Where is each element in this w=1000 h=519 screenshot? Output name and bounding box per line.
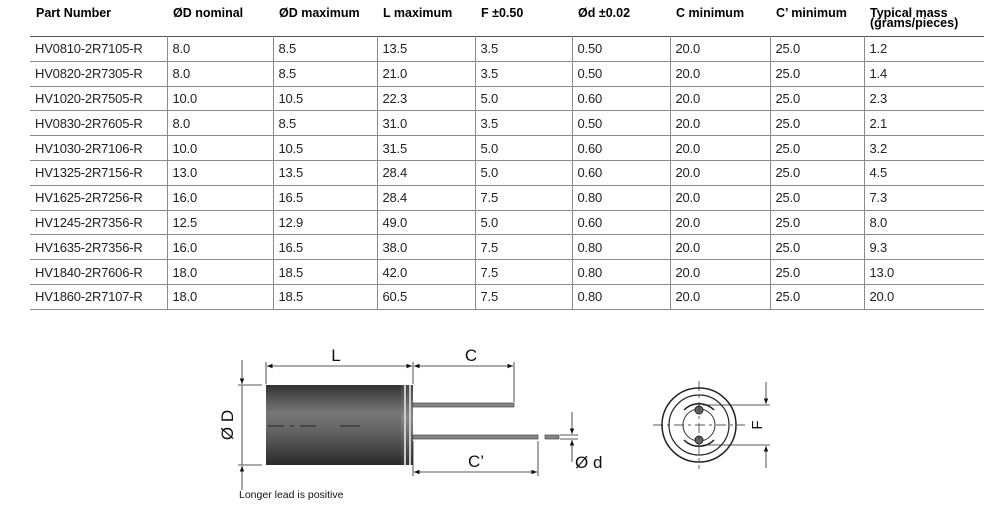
table-cell: 0.80 bbox=[572, 284, 670, 309]
table-cell: 22.3 bbox=[377, 86, 475, 111]
table-cell: HV0810-2R7105-R bbox=[30, 37, 167, 62]
table-cell: HV1020-2R7505-R bbox=[30, 86, 167, 111]
table-cell: 25.0 bbox=[770, 136, 864, 161]
table-cell: 20.0 bbox=[670, 61, 770, 86]
table-cell: 16.5 bbox=[273, 185, 377, 210]
table-cell: 20.0 bbox=[670, 210, 770, 235]
table-cell: 25.0 bbox=[770, 284, 864, 309]
table-cell: 42.0 bbox=[377, 260, 475, 285]
table-cell: 0.50 bbox=[572, 61, 670, 86]
table-cell: HV1625-2R7256-R bbox=[30, 185, 167, 210]
table-cell: 1.4 bbox=[864, 61, 984, 86]
table-cell: 8.0 bbox=[864, 210, 984, 235]
table-cell: 20.0 bbox=[670, 260, 770, 285]
table-cell: 20.0 bbox=[670, 284, 770, 309]
table-cell: HV0830-2R7605-R bbox=[30, 111, 167, 136]
column-header-label: Part Number bbox=[36, 6, 112, 20]
table-cell: 16.0 bbox=[167, 235, 273, 260]
diagram-caption: Longer lead is positive bbox=[239, 489, 344, 501]
column-header-sublabel: (grams/pieces) bbox=[870, 16, 959, 30]
table-cell: 18.0 bbox=[167, 260, 273, 285]
table-cell: 0.80 bbox=[572, 185, 670, 210]
table-cell: 13.5 bbox=[377, 37, 475, 62]
column-header-label: ØD maximum bbox=[279, 6, 360, 20]
label-D: Ø D bbox=[218, 409, 237, 441]
table-cell: 21.0 bbox=[377, 61, 475, 86]
table-cell: 7.5 bbox=[475, 260, 572, 285]
table-cell: 10.5 bbox=[273, 136, 377, 161]
table-cell: 20.0 bbox=[670, 37, 770, 62]
table-cell: 20.0 bbox=[670, 136, 770, 161]
table-cell: 18.5 bbox=[273, 260, 377, 285]
table-cell: 0.80 bbox=[572, 260, 670, 285]
table-cell: 0.50 bbox=[572, 37, 670, 62]
table-cell: 7.3 bbox=[864, 185, 984, 210]
table-cell: 49.0 bbox=[377, 210, 475, 235]
table-cell: 13.5 bbox=[273, 160, 377, 185]
table-cell: 25.0 bbox=[770, 160, 864, 185]
table-cell: 5.0 bbox=[475, 136, 572, 161]
table-cell: 31.5 bbox=[377, 136, 475, 161]
label-F: F bbox=[749, 420, 766, 430]
table-cell: 3.5 bbox=[475, 61, 572, 86]
table-cell: 20.0 bbox=[670, 235, 770, 260]
label-d: Ø d bbox=[575, 453, 603, 472]
table-cell: 3.2 bbox=[864, 136, 984, 161]
table-cell: 3.5 bbox=[475, 37, 572, 62]
table-cell: 1.2 bbox=[864, 37, 984, 62]
table-cell: 0.80 bbox=[572, 235, 670, 260]
table-cell: 8.0 bbox=[167, 61, 273, 86]
table-cell: 5.0 bbox=[475, 86, 572, 111]
table-cell: 7.5 bbox=[475, 235, 572, 260]
table-cell: 3.5 bbox=[475, 111, 572, 136]
table-cell: 5.0 bbox=[475, 210, 572, 235]
table-cell: 0.60 bbox=[572, 86, 670, 111]
table-cell: 7.5 bbox=[475, 185, 572, 210]
table-cell: HV1860-2R7107-R bbox=[30, 284, 167, 309]
table-cell: 25.0 bbox=[770, 235, 864, 260]
table-cell: 28.4 bbox=[377, 185, 475, 210]
table-cell: 25.0 bbox=[770, 111, 864, 136]
table-cell: 12.5 bbox=[167, 210, 273, 235]
column-header-label: Ød ±0.02 bbox=[578, 6, 631, 20]
table-cell: 9.3 bbox=[864, 235, 984, 260]
column-header-label: ØD nominal bbox=[173, 6, 244, 20]
table-cell: 10.5 bbox=[273, 86, 377, 111]
table-cell: 8.5 bbox=[273, 111, 377, 136]
table-cell: 38.0 bbox=[377, 235, 475, 260]
table-cell: 18.0 bbox=[167, 284, 273, 309]
table-cell: 10.0 bbox=[167, 86, 273, 111]
table-cell: 20.0 bbox=[670, 160, 770, 185]
table-cell: 8.5 bbox=[273, 37, 377, 62]
table-cell: 13.0 bbox=[864, 260, 984, 285]
table-cell: 8.0 bbox=[167, 37, 273, 62]
table-cell: 20.0 bbox=[670, 86, 770, 111]
table-cell: 18.5 bbox=[273, 284, 377, 309]
table-cell: 20.0 bbox=[670, 111, 770, 136]
table-cell: 7.5 bbox=[475, 284, 572, 309]
table-cell: HV1840-2R7606-R bbox=[30, 260, 167, 285]
table-cell: HV0820-2R7305-R bbox=[30, 61, 167, 86]
table-cell: 16.5 bbox=[273, 235, 377, 260]
table-cell: 31.0 bbox=[377, 111, 475, 136]
column-header-label: C’ minimum bbox=[776, 6, 847, 20]
column-header-label: F ±0.50 bbox=[481, 6, 524, 20]
table-cell: 25.0 bbox=[770, 37, 864, 62]
table-cell: 0.50 bbox=[572, 111, 670, 136]
table-cell: 25.0 bbox=[770, 61, 864, 86]
table-cell: 28.4 bbox=[377, 160, 475, 185]
table-cell: 0.60 bbox=[572, 160, 670, 185]
table-cell: HV1635-2R7356-R bbox=[30, 235, 167, 260]
table-cell: 25.0 bbox=[770, 260, 864, 285]
table-cell: 20.0 bbox=[864, 284, 984, 309]
label-C-prime: C’ bbox=[467, 452, 485, 471]
table-cell: 12.9 bbox=[273, 210, 377, 235]
table-cell: 0.60 bbox=[572, 210, 670, 235]
table-cell: 13.0 bbox=[167, 160, 273, 185]
table-cell: 2.1 bbox=[864, 111, 984, 136]
table-cell: 4.5 bbox=[864, 160, 984, 185]
label-C: C bbox=[464, 346, 478, 365]
table-cell: 2.3 bbox=[864, 86, 984, 111]
table-cell: 25.0 bbox=[770, 86, 864, 111]
table-cell: 25.0 bbox=[770, 210, 864, 235]
table-cell: 16.0 bbox=[167, 185, 273, 210]
table-cell: 60.5 bbox=[377, 284, 475, 309]
table-cell: HV1325-2R7156-R bbox=[30, 160, 167, 185]
capacitor-side-view bbox=[266, 385, 559, 465]
table-cell: 8.0 bbox=[167, 111, 273, 136]
column-header-label: L maximum bbox=[383, 6, 453, 20]
table-cell: 25.0 bbox=[770, 185, 864, 210]
table-cell: HV1030-2R7106-R bbox=[30, 136, 167, 161]
column-header-label: C minimum bbox=[676, 6, 745, 20]
label-L: L bbox=[331, 346, 341, 365]
table-cell: 5.0 bbox=[475, 160, 572, 185]
table-cell: 10.0 bbox=[167, 136, 273, 161]
table-cell: 20.0 bbox=[670, 185, 770, 210]
table-cell: 0.60 bbox=[572, 136, 670, 161]
column-header-label: Typical mass bbox=[870, 6, 948, 20]
table-cell: 8.5 bbox=[273, 61, 377, 86]
table-cell: HV1245-2R7356-R bbox=[30, 210, 167, 235]
